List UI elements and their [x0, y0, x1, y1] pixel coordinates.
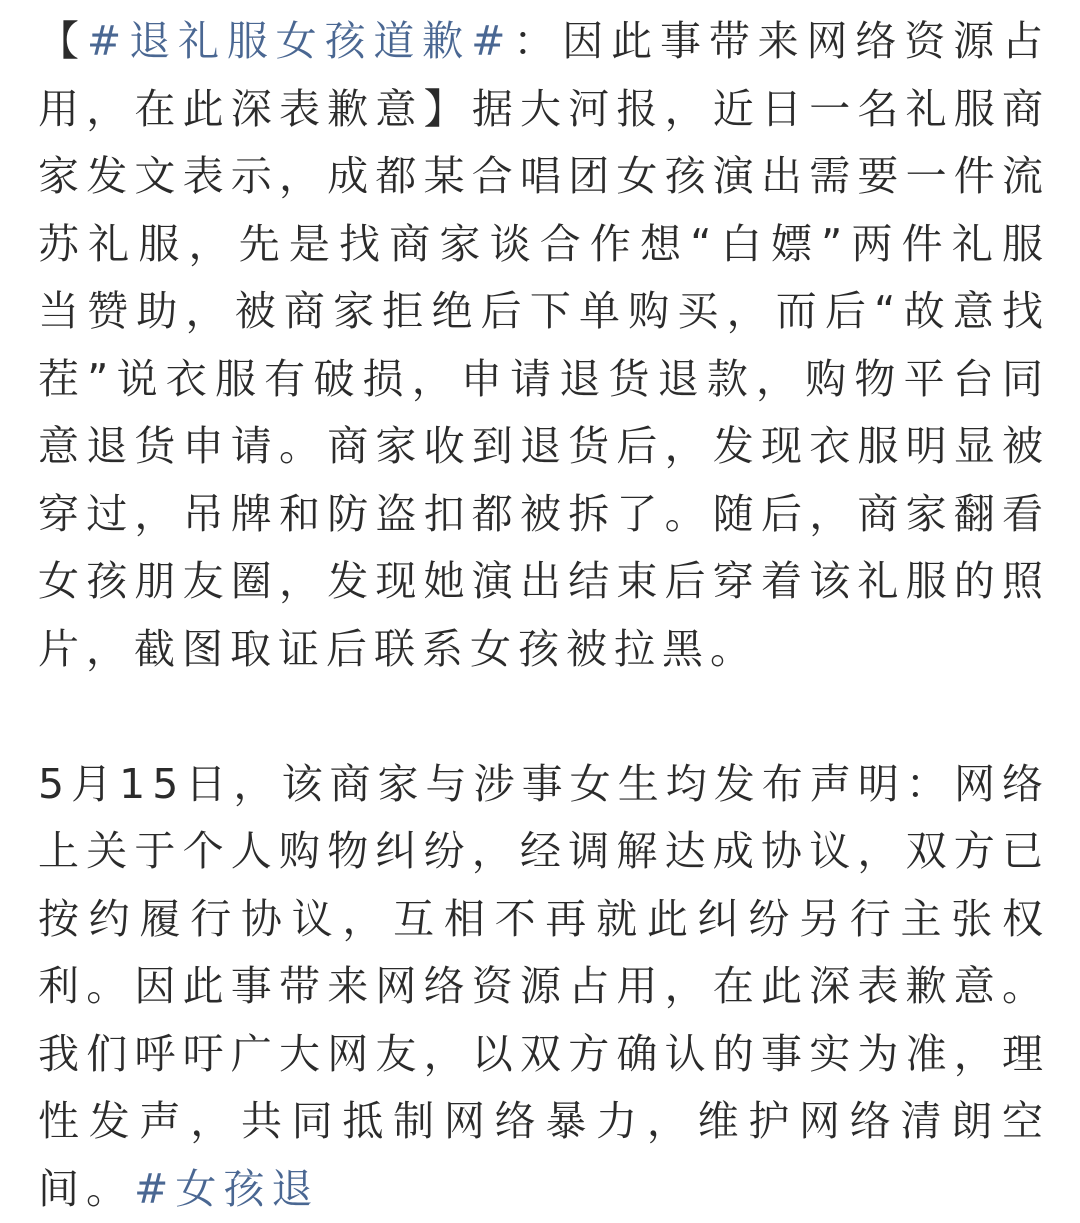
post-body-text-2: 5月15日，该商家与涉事女生均发布声明：网络上关于个人购物纠纷，经调解达成协议，双方已按约履行协议，互相不再就此纠纷另行主张权利。因此事带来网络资源占用，在此深表歉意。我们呼吁广大网友，以双方确认的事实为准，理性发声，共同抵制网络暴力，维护网络清朗空间。 [38, 760, 1050, 1213]
post-title-text: ：因此事带来网络资源占用，在此深表歉意 [38, 17, 1050, 133]
post-body-text-1: 据大河报，近日一名礼服商家发文表示，成都某合唱团女孩演出需要一件流苏礼服，先是找商家谈合作想“白嫖”两件礼服当赞助，被商家拒绝后下单购买，而后“故意找茬”说衣服有破损，申请退货退款，购物平台同意退货申请。商家收到退货后，发现衣服明显被穿过，吊牌和防盗扣都被拆了。随后，商家翻看女孩朋友圈，发现她演出结束后穿着该礼服的照片，截图取证后联系女孩被拉黑。 [38, 85, 1050, 673]
title-open-bracket: 【 [38, 17, 87, 65]
post-paragraph-2 [38, 751, 1050, 1223]
title-close-bracket: 】 [424, 85, 472, 133]
post-content [38, 8, 1050, 1223]
topic-link-refund-dress-girl-apology[interactable]: #退礼服女孩道歉# [87, 17, 513, 65]
post-paragraph-1 [38, 8, 1050, 683]
topic-link-girl-return[interactable]: #女孩退 [134, 1165, 319, 1213]
